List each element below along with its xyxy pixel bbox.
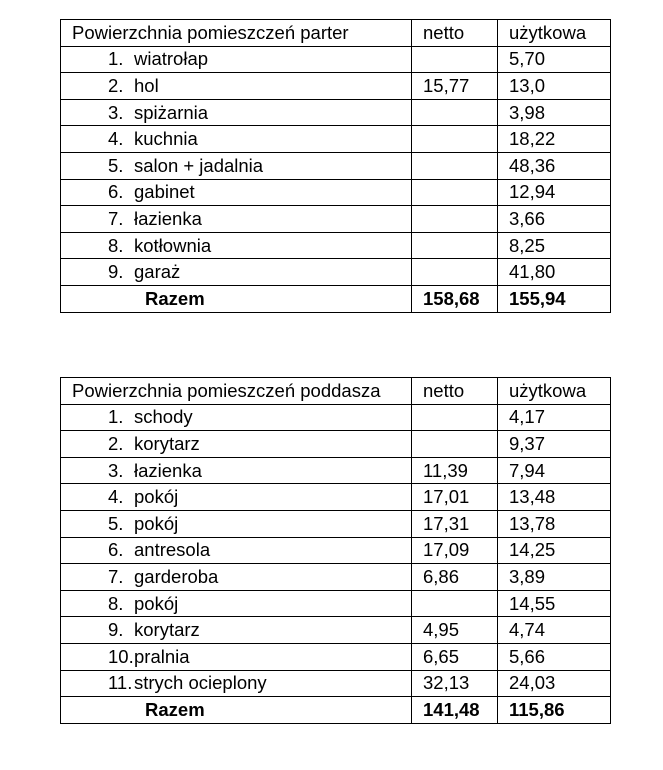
row-number: 3. bbox=[108, 101, 124, 123]
header-netto: netto bbox=[412, 20, 498, 47]
uzytkowa-cell: 13,78 bbox=[498, 510, 611, 537]
row-number: 8. bbox=[108, 592, 124, 614]
room-name: pokój bbox=[134, 486, 179, 508]
room-cell bbox=[61, 206, 412, 233]
row-number: 1. bbox=[108, 406, 124, 428]
netto-cell: 15,77 bbox=[412, 73, 498, 100]
table-row bbox=[61, 126, 611, 153]
netto-cell: 17,01 bbox=[412, 484, 498, 511]
netto-cell: 17,31 bbox=[412, 510, 498, 537]
uzytkowa-cell: 18,22 bbox=[498, 126, 611, 153]
room-name: kotłownia bbox=[134, 234, 212, 256]
uzytkowa-cell: 8,25 bbox=[498, 232, 611, 259]
room-cell bbox=[61, 152, 412, 179]
row-number: 4. bbox=[108, 128, 124, 150]
table-row bbox=[61, 99, 611, 126]
row-number: 10. bbox=[108, 645, 134, 667]
header-netto: netto bbox=[412, 378, 498, 405]
table-row bbox=[61, 617, 611, 644]
table-row bbox=[61, 484, 611, 511]
room-name: gabinet bbox=[134, 181, 195, 203]
total-uzytkowa: 155,94 bbox=[498, 285, 611, 312]
table-row bbox=[61, 457, 611, 484]
row-number: 7. bbox=[108, 207, 124, 229]
row-number: 6. bbox=[108, 181, 124, 203]
netto-cell bbox=[412, 179, 498, 206]
room-cell bbox=[61, 46, 412, 73]
row-number: 2. bbox=[108, 74, 124, 96]
table-row bbox=[61, 73, 611, 100]
room-cell bbox=[61, 404, 412, 431]
total-netto: 141,48 bbox=[412, 697, 498, 724]
row-number: 9. bbox=[108, 619, 124, 641]
room-cell bbox=[61, 99, 412, 126]
room-cell bbox=[61, 126, 412, 153]
room-cell bbox=[61, 232, 412, 259]
uzytkowa-cell: 9,37 bbox=[498, 431, 611, 458]
netto-cell bbox=[412, 431, 498, 458]
netto-cell bbox=[412, 232, 498, 259]
total-netto: 158,68 bbox=[412, 285, 498, 312]
header-uzytkowa: użytkowa bbox=[498, 378, 611, 405]
room-name: pokój bbox=[134, 512, 179, 534]
row-number: 2. bbox=[108, 432, 124, 454]
total-row bbox=[61, 285, 611, 312]
table-row bbox=[61, 510, 611, 537]
netto-cell bbox=[412, 590, 498, 617]
table-poddasze bbox=[60, 377, 611, 724]
room-cell bbox=[61, 670, 412, 697]
uzytkowa-cell: 3,89 bbox=[498, 564, 611, 591]
uzytkowa-cell: 7,94 bbox=[498, 457, 611, 484]
row-number: 5. bbox=[108, 154, 124, 176]
header-uzytkowa: użytkowa bbox=[498, 20, 611, 47]
table-row bbox=[61, 537, 611, 564]
row-number: 5. bbox=[108, 512, 124, 534]
netto-cell bbox=[412, 99, 498, 126]
table-row bbox=[61, 404, 611, 431]
row-number: 8. bbox=[108, 234, 124, 256]
netto-cell bbox=[412, 206, 498, 233]
room-cell bbox=[61, 431, 412, 458]
uzytkowa-cell: 3,98 bbox=[498, 99, 611, 126]
table-header-row bbox=[61, 378, 611, 405]
room-cell bbox=[61, 259, 412, 286]
row-number: 1. bbox=[108, 48, 124, 70]
netto-cell bbox=[412, 259, 498, 286]
table-row bbox=[61, 46, 611, 73]
uzytkowa-cell: 14,25 bbox=[498, 537, 611, 564]
uzytkowa-cell: 13,48 bbox=[498, 484, 611, 511]
table-row bbox=[61, 643, 611, 670]
netto-cell: 4,95 bbox=[412, 617, 498, 644]
room-cell bbox=[61, 73, 412, 100]
room-cell bbox=[61, 484, 412, 511]
room-name: wiatrołap bbox=[134, 48, 209, 70]
total-label-cell bbox=[61, 697, 412, 724]
room-name: łazienka bbox=[134, 207, 202, 229]
uzytkowa-cell: 5,70 bbox=[498, 46, 611, 73]
row-number: 11. bbox=[108, 672, 133, 694]
table-parter bbox=[60, 19, 611, 313]
netto-cell: 6,86 bbox=[412, 564, 498, 591]
room-name: antresola bbox=[134, 539, 211, 561]
room-name: kuchnia bbox=[134, 128, 198, 150]
table-row bbox=[61, 564, 611, 591]
room-cell bbox=[61, 179, 412, 206]
table-row bbox=[61, 206, 611, 233]
room-name: spiżarnia bbox=[134, 101, 209, 123]
room-cell bbox=[61, 457, 412, 484]
room-name: pralnia bbox=[134, 645, 190, 667]
uzytkowa-cell: 4,74 bbox=[498, 617, 611, 644]
header-title: Powierzchnia pomieszczeń parter bbox=[61, 20, 412, 47]
netto-cell: 32,13 bbox=[412, 670, 498, 697]
table-row bbox=[61, 232, 611, 259]
room-name: korytarz bbox=[134, 432, 200, 454]
room-name: korytarz bbox=[134, 619, 200, 641]
room-name: hol bbox=[134, 74, 159, 96]
room-cell bbox=[61, 564, 412, 591]
uzytkowa-cell: 12,94 bbox=[498, 179, 611, 206]
room-cell bbox=[61, 590, 412, 617]
uzytkowa-cell: 5,66 bbox=[498, 643, 611, 670]
room-cell bbox=[61, 643, 412, 670]
table-row bbox=[61, 670, 611, 697]
netto-cell: 17,09 bbox=[412, 537, 498, 564]
room-cell bbox=[61, 617, 412, 644]
table-row bbox=[61, 152, 611, 179]
netto-cell bbox=[412, 404, 498, 431]
table-parter-body bbox=[61, 20, 611, 313]
room-name: łazienka bbox=[134, 459, 202, 481]
netto-cell bbox=[412, 152, 498, 179]
table-row bbox=[61, 259, 611, 286]
table-header-row bbox=[61, 20, 611, 47]
room-name: pokój bbox=[134, 592, 179, 614]
room-cell bbox=[61, 510, 412, 537]
row-number: 4. bbox=[108, 486, 124, 508]
uzytkowa-cell: 41,80 bbox=[498, 259, 611, 286]
uzytkowa-cell: 13,0 bbox=[498, 73, 611, 100]
uzytkowa-cell: 14,55 bbox=[498, 590, 611, 617]
table-row bbox=[61, 431, 611, 458]
header-title: Powierzchnia pomieszczeń poddasza bbox=[61, 378, 412, 405]
table-row bbox=[61, 179, 611, 206]
netto-cell: 6,65 bbox=[412, 643, 498, 670]
total-uzytkowa: 115,86 bbox=[498, 697, 611, 724]
room-name: schody bbox=[134, 406, 193, 428]
room-name: strych ocieplony bbox=[134, 672, 267, 694]
row-number: 9. bbox=[108, 261, 124, 283]
room-name: garaż bbox=[134, 261, 181, 283]
row-number: 3. bbox=[108, 459, 124, 481]
total-label-cell bbox=[61, 285, 412, 312]
netto-cell: 11,39 bbox=[412, 457, 498, 484]
uzytkowa-cell: 24,03 bbox=[498, 670, 611, 697]
table-row bbox=[61, 590, 611, 617]
room-name: salon + jadalnia bbox=[134, 154, 264, 176]
uzytkowa-cell: 3,66 bbox=[498, 206, 611, 233]
row-number: 7. bbox=[108, 565, 124, 587]
table-poddasze-body bbox=[61, 378, 611, 724]
netto-cell bbox=[412, 126, 498, 153]
room-name: garderoba bbox=[134, 565, 219, 587]
uzytkowa-cell: 48,36 bbox=[498, 152, 611, 179]
total-label: Razem bbox=[145, 698, 205, 720]
row-number: 6. bbox=[108, 539, 124, 561]
total-row bbox=[61, 697, 611, 724]
room-cell bbox=[61, 537, 412, 564]
netto-cell bbox=[412, 46, 498, 73]
uzytkowa-cell: 4,17 bbox=[498, 404, 611, 431]
total-label: Razem bbox=[145, 287, 205, 309]
